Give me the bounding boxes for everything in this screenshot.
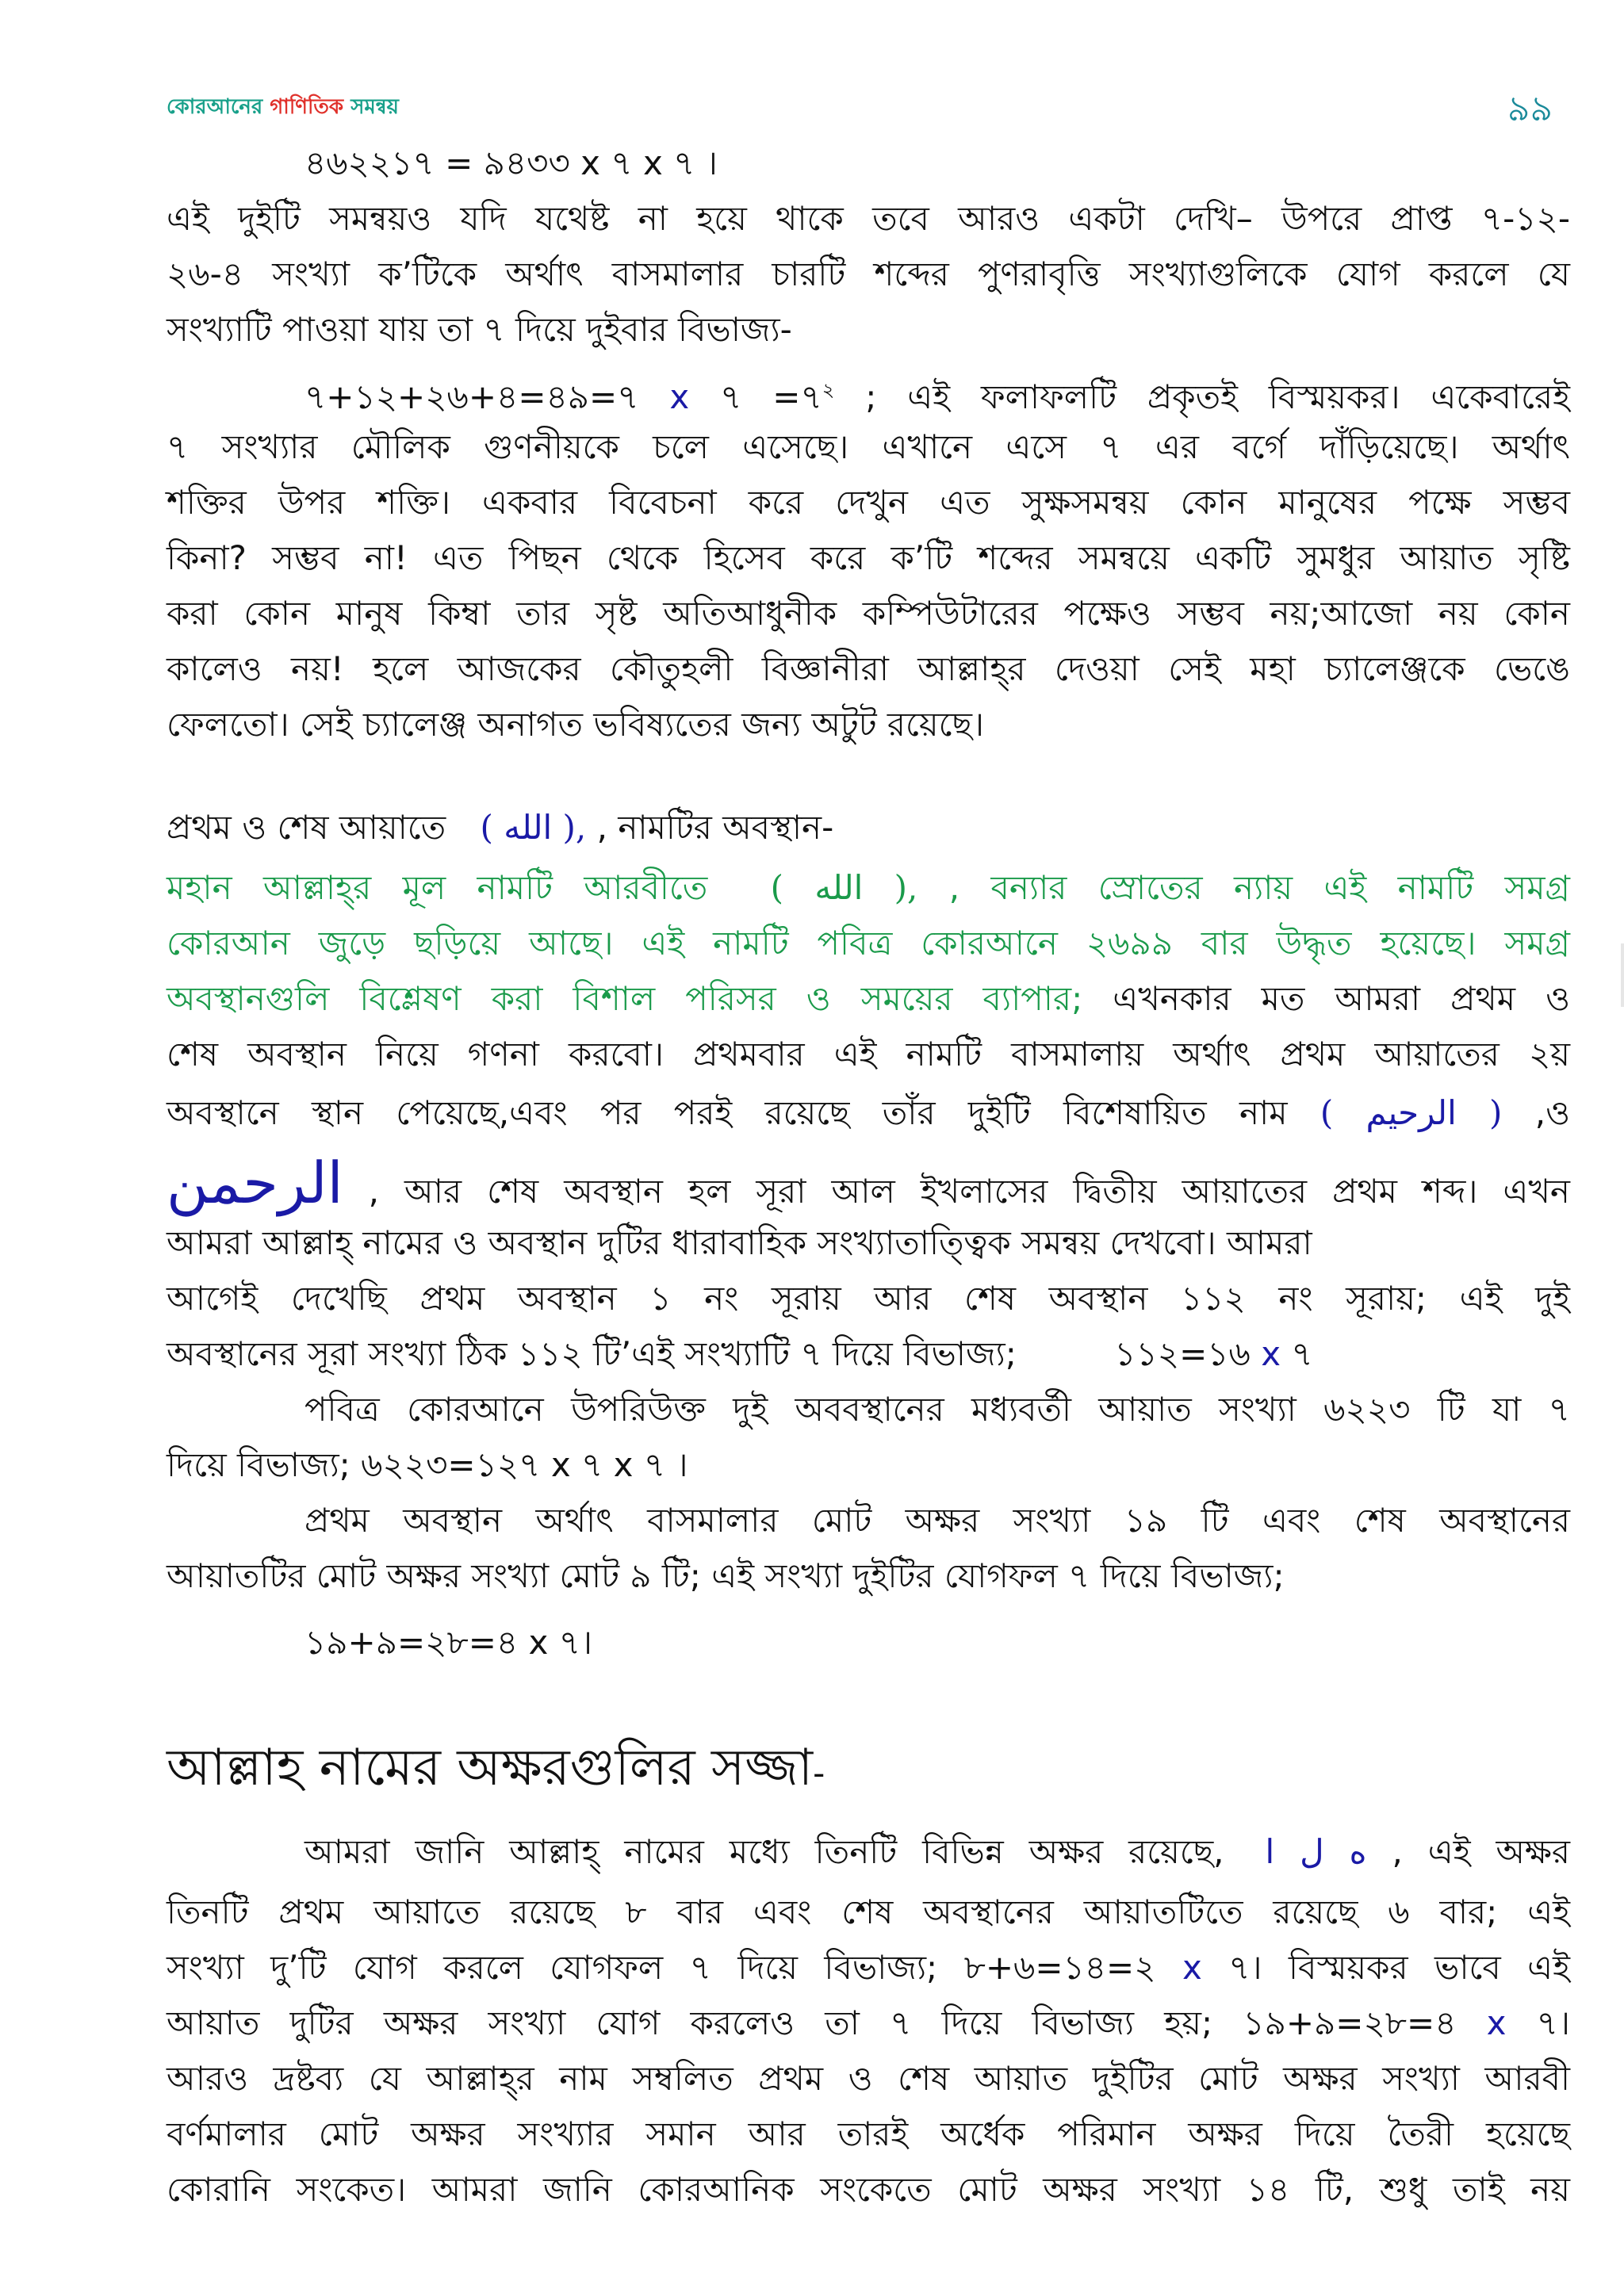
paragraph-line: আরও দ্রষ্টব্য যে আল্লাহ্‌র নাম সম্বলিত প্রথম ও শেষ আয়াত দুইটির মোট অক্ষর সংখ্যা আরবী	[167, 2059, 1570, 2098]
paragraph-line: কোরানি সংকেত। আমরা জানি কোরআনিক সংকেতে মোট অক্ষর সংখ্যা ১৪ টি, শুধু তাই নয়	[167, 2170, 1570, 2209]
paragraph-line: দিয়ে বিভাজ্য; ৬২২৩=১২৭ x ৭ x ৭ ।	[167, 1445, 688, 1484]
paragraph-text: অবস্থানে স্থান পেয়েছে,এবং পর পরই রয়েছে তাঁর দুইটি বিশেষায়িত নাম	[167, 1093, 1288, 1132]
paragraph-line	[167, 1944, 1570, 1992]
equation-text: ৭	[1291, 1334, 1313, 1373]
paragraph-text: ,ও	[1534, 1093, 1570, 1132]
paragraph-line: আয়াতটির মোট অক্ষর সংখ্যা মোট ৯ টি; এই সংখ্যা দুইটির যোগফল ৭ দিয়ে বিভাজ্য;	[167, 1556, 1285, 1595]
multiply-sign: x	[1261, 1334, 1281, 1373]
paragraph-line: বর্ণমালার মোট অক্ষর সংখ্যার সমান আর তারই অর্ধেক পরিমান অক্ষর দিয়ে তৈরী হয়েছে	[167, 2114, 1570, 2153]
paragraph-line: এই দুইটি সমন্বয়ও যদি যথেষ্ট না হয়ে থাকে তবে আরও একটা দেখি– উপরে প্রাপ্ত ৭-১২-	[167, 199, 1570, 238]
multiply-sign: x	[669, 377, 690, 416]
paragraph-line: তিনটি প্রথম আয়াতে রয়েছে ৮ বার এবং শেষ অবস্থানের আয়াতটিতে রয়েছে ৬ বার; এই	[167, 1892, 1570, 1931]
highlighted-line	[167, 864, 1570, 912]
paragraph-line: শেষ অবস্থান নিয়ে গণনা করবো। প্রথমবার এই নামটি বাসমালায় অর্থাৎ প্রথম আয়াতের ২য়	[167, 1035, 1570, 1073]
header-title-part2: গাণিতিক	[270, 95, 344, 119]
multiply-sign: x	[1486, 2003, 1507, 2042]
paragraph-line: শক্তির উপর শক্তি। একবার বিবেচনা করে দেখুন এত সুক্ষসমন্বয় কোন মানুষের পক্ষে সম্ভব	[167, 483, 1570, 522]
paragraph-line: ৭ সংখ্যার মৌলিক গুণনীয়কে চলে এসেছে। এখানে এসে ৭ এর বর্গে দাঁড়িয়েছে। অর্থাৎ	[167, 427, 1570, 466]
multiply-sign: x	[1182, 1948, 1202, 1987]
paragraph-line: সংখ্যাটি পাওয়া যায় তা ৭ দিয়ে দুইবার বিভাজ্য-	[167, 310, 792, 349]
highlighted-text: মহান আল্লাহ্‌র মূল নামটি আরবীতে	[167, 868, 708, 907]
paragraph-text: , এই অক্ষর	[1392, 1832, 1570, 1871]
arabic-allah: ( الله ),	[770, 868, 918, 907]
paragraph-text: আমরা জানি আল্লাহ্‌ নামের মধ্যে তিনটি বিভিন্ন অক্ষর রয়েছে,	[304, 1832, 1224, 1871]
paragraph-line: ২৬-৪ সংখ্যা ক’টিকে অর্থাৎ বাসমালার চারটি শব্দের পুণরাবৃত্তি সংখ্যাগুলিকে যোগ করলে যে	[167, 254, 1570, 293]
paragraph-text: ৭।	[1536, 2003, 1570, 2042]
page-number: ৯৯	[1507, 89, 1553, 129]
paragraph-line	[167, 1150, 1570, 1216]
page-edge-divider	[1621, 943, 1624, 1007]
paragraph-text: , আর শেষ অবস্থান হল সূরা আল ইখলাসের দ্বিতীয় আয়াতের প্রথম শব্দ। এখন	[368, 1172, 1570, 1211]
header-title-part3: সমন্বয়	[350, 95, 399, 119]
running-header	[167, 90, 399, 125]
paragraph-line	[167, 1999, 1570, 2047]
paragraph-text: প্রথম ও শেষ আয়াতে	[167, 808, 446, 847]
paragraph-line	[167, 1330, 1570, 1378]
paragraph-text: , নামটির অবস্থান-	[596, 808, 834, 847]
paragraph-line	[167, 975, 1570, 1023]
equation-text: ১১২=১৬	[1114, 1334, 1251, 1373]
highlighted-text: , বন্যার স্রোতের ন্যায় এই নামটি সমগ্র	[948, 868, 1570, 907]
equation-line: ৪৬২২১৭ = ৯৪৩৩ x ৭ x ৭ ।	[304, 144, 718, 182]
paragraph-line	[304, 1828, 1570, 1876]
paragraph-text: অবস্থানের সূরা সংখ্যা ঠিক ১১২ টি’এই সংখ্যাটি ৭ দিয়ে বিভাজ্য;	[167, 1334, 1017, 1373]
equation-line	[304, 366, 1570, 421]
paragraph-line	[167, 804, 1570, 851]
header-title-part1: কোরআনের	[167, 95, 263, 119]
paragraph-line: কিনা? সম্ভব না! এত পিছন থেকে হিসেব করে ক’টি শব্দের সমন্বয়ে একটি সুমধুর আয়াত সৃষ্টি	[167, 538, 1570, 577]
arabic-ar-rahim: ( الرحيم )	[1320, 1093, 1503, 1132]
paragraph-line: আগেই দেখেছি প্রথম অবস্থান ১ নং সূরায় আর শেষ অবস্থান ১১২ নং সূরায়; এই দুই	[167, 1279, 1570, 1318]
paragraph-line: পবিত্র কোরআনে উপরিউক্ত দুই অববস্থানের মধ্যবর্তী আয়াত সংখ্যা ৬২২৩ টি যা ৭	[304, 1390, 1570, 1429]
section-heading	[167, 1735, 825, 1807]
paragraph-text: সংখ্যা দু’টি যোগ করলে যোগফল ৭ দিয়ে বিভাজ্য; ৮+৬=১৪=২	[167, 1948, 1156, 1987]
paragraph-line	[167, 1089, 1570, 1137]
section-heading-title: আল্লাহ নামের অক্ষরগুলির সজ্জা	[167, 1739, 814, 1797]
paragraph-text: আয়াত দুটির অক্ষর সংখ্যা যোগ করলেও তা ৭ দিয়ে বিভাজ্য হয়; ১৯+৯=২৮=৪	[167, 2003, 1457, 2042]
paragraph-line: আমরা আল্লাহ্‌ নামের ও অবস্থান দুটির ধারাবাহিক সংখ্যাতাত্ত্বিক সমন্বয় দেখবো। আমরা	[167, 1223, 1312, 1262]
highlighted-line: কোরআন জুড়ে ছড়িয়ে আছে। এই নামটি পবিত্র কোরআনে ২৬৯৯ বার উদ্ধৃত হয়েছে। সমগ্র	[167, 924, 1570, 962]
paragraph-text: ; এই ফলাফলটি প্রকৃতই বিস্ময়কর। একেবারেই	[834, 377, 1570, 416]
exponent: ২	[822, 379, 835, 401]
paragraph-line: প্রথম অবস্থান অর্থাৎ বাসমালার মোট অক্ষর সংখ্যা ১৯ টি এবং শেষ অবস্থানের	[304, 1501, 1570, 1540]
equation-text: ৭+১২+২৬+৪=৪৯=৭	[304, 377, 639, 416]
section-heading-suffix: -	[813, 1754, 825, 1793]
paragraph-text: ৭। বিস্ময়কর ভাবে এই	[1228, 1948, 1570, 1987]
arabic-allah: ( الله ),	[480, 808, 587, 847]
arabic-ar-rahman: الرحمن	[167, 1150, 343, 1216]
arabic-letters: ه ل ا	[1265, 1832, 1367, 1871]
equation-text: ৭ =৭	[720, 377, 822, 416]
paragraph-line: ফেলতো। সেই চ্যালেঞ্জ অনাগত ভবিষ্যতের জন্য অটুট রয়েছে।	[167, 705, 985, 744]
paragraph-text: এখনকার মত আমরা প্রথম ও	[1082, 979, 1570, 1018]
highlighted-text: অবস্থানগুলি বিশ্লেষণ করা বিশাল পরিসর ও সময়ের ব্যাপার;	[167, 979, 1083, 1018]
equation-line: ১৯+৯=২৮=৪ x ৭।	[304, 1623, 593, 1662]
paragraph-line: করা কোন মানুষ কিম্বা তার সৃষ্ট অতিআধুনীক কম্পিউটারের পক্ষেও সম্ভব নয়;আজো নয় কোন	[167, 594, 1570, 633]
paragraph-line: কালেও নয়! হলে আজকের কৌতুহলী বিজ্ঞানীরা আল্লাহ্‌র দেওয়া সেই মহা চ্যালেঞ্জকে ভেঙে	[167, 649, 1570, 688]
